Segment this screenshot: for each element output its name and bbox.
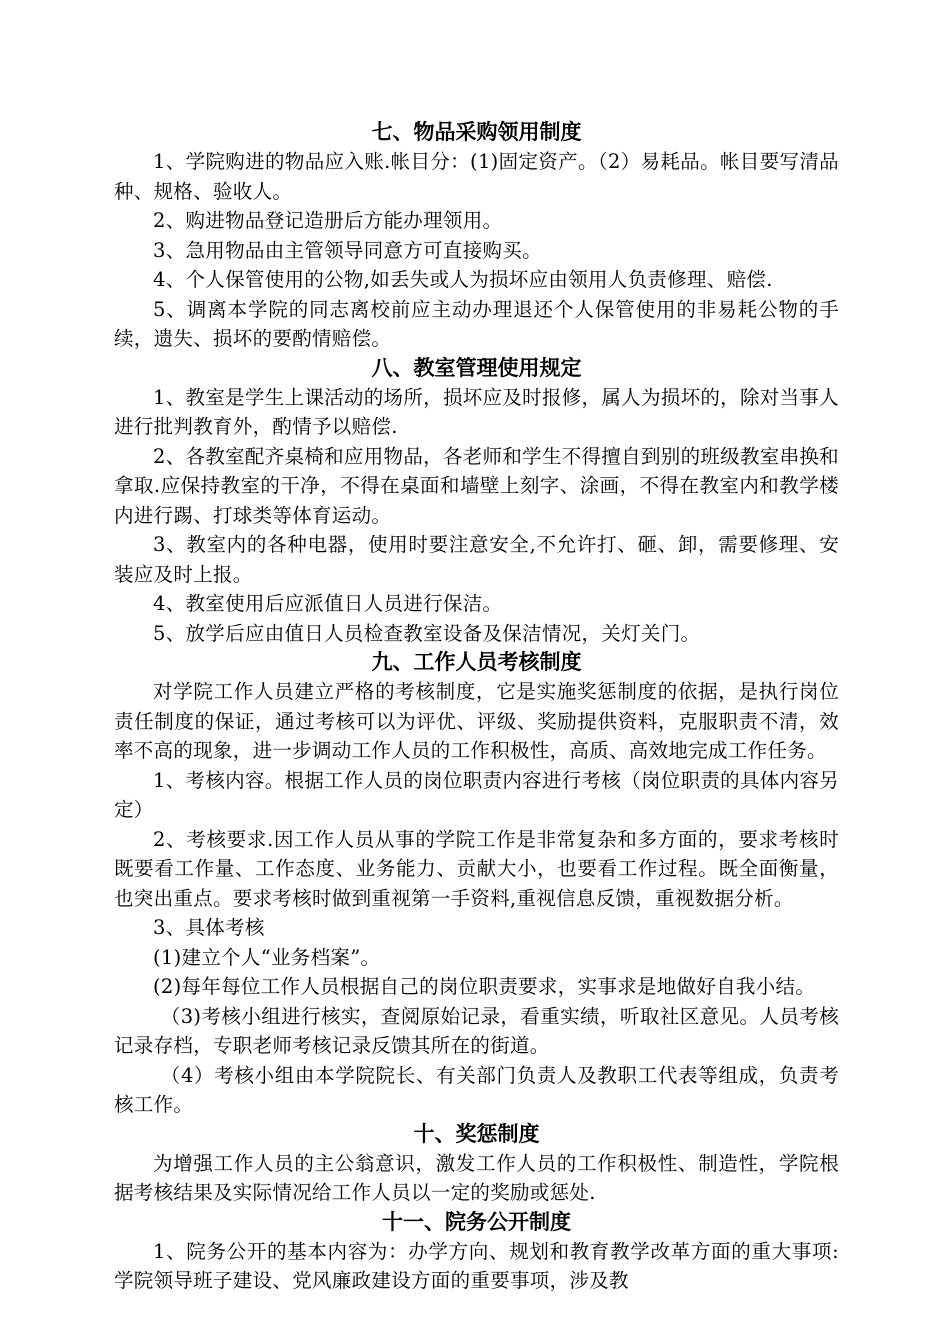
section-heading: 十一、院务公开制度 xyxy=(382,1209,571,1234)
paragraph: 4、教室使用后应派值日人员进行保洁。 xyxy=(153,592,503,615)
paragraph: 3、教室内的各种电器，使用时要注意安全,不允许打、砸、卸，需要修理、安装应及时上报。 xyxy=(114,533,839,586)
section-affairs-disclosure xyxy=(114,1208,839,1296)
paragraph: 5、调离本学院的同志离校前应主动办理退还个人保管使用的非易耗公物的手续，遗失、损坏的要酌情赔偿。 xyxy=(114,297,839,350)
paragraph: 为增强工作人员的主公翁意识，激发工作人员的工作积极性、制造性，学院根据考核结果及实际情况给工作人员以一定的奖励或惩处. xyxy=(114,1151,839,1204)
paragraph: 2、购进物品登记造册后方能办理领用。 xyxy=(153,209,503,232)
section-classroom-management xyxy=(114,354,839,649)
section-heading: 十、奖惩制度 xyxy=(413,1121,540,1146)
section-heading: 九、工作人员考核制度 xyxy=(371,650,582,674)
paragraph: (2)每年每位工作人员根据自己的岗位职责要求，实事求是地做好自我小结。 xyxy=(153,975,816,998)
paragraph: （3)考核小组进行核实，查阅原始记录，看重实绩，听取社区意见。人员考核记录存档，专职老师考核记录反馈其所在的街道。 xyxy=(114,1004,839,1057)
paragraph: 2、各教室配齐桌椅和应用物品，各老师和学生不得擅自到别的班级教室串换和拿取.应保持教室的干净，不得在桌面和墙壁上刻字、涂画，不得在教室内和教学楼内进行踢、打球类等体育运动。 xyxy=(114,444,839,527)
paragraph: 1、教室是学生上课活动的场所，损坏应及时报修，属人为损坏的，除对当事人进行批判教育外，酌情予以赔偿. xyxy=(114,385,839,438)
section-heading: 八、教室管理使用规定 xyxy=(371,355,582,380)
document-page xyxy=(114,118,839,1296)
section-heading: 七、物品采购领用制度 xyxy=(371,120,582,144)
paragraph: 3、具体考核 xyxy=(153,916,265,939)
paragraph: 1、学院购进的物品应入账.帐目分：(1)固定资产。（2）易耗品。帐目要写清品种、规格、验收人。 xyxy=(114,150,839,203)
section-goods-procurement xyxy=(114,118,839,354)
paragraph: 2、考核要求.因工作人员从事的学院工作是非常复杂和多方面的，要求考核时既要看工作量、工作态度、业务能力、贡献大小，也要看工作过程。既全面衡量，也突出重点。要求考核时做到重视第一手资料,重视信息反馈，重视数据分析。 xyxy=(114,827,839,910)
paragraph: 3、急用物品由主管领导同意方可直接购买。 xyxy=(153,238,542,262)
paragraph: 1、考核内容。根据工作人员的岗位职责内容进行考核（岗位职责的具体内容另定） xyxy=(114,768,839,821)
section-staff-assessment xyxy=(114,648,839,1120)
paragraph: （4）考核小组由本学院院长、有关部门负责人及教职工代表等组成，负责考核工作。 xyxy=(114,1063,839,1116)
section-rewards-penalties xyxy=(114,1120,839,1208)
paragraph: 对学院工作人员建立严格的考核制度，它是实施奖惩制度的依据，是执行岗位责任制度的保证，通过考核可以为评优、评级、奖励提供资料，克服职责不清，效率不高的现象，进一步调动工作人员的工作积极性，高质、高效地完成工作任务。 xyxy=(114,680,839,762)
paragraph: 5、放学后应由值日人员检查教室设备及保洁情况，关灯关门。 xyxy=(153,621,701,645)
paragraph: 4、个人保管使用的公物,如丢失或人为损坏应由领用人负责修理、赔偿. xyxy=(153,268,773,291)
paragraph: (1)建立个人“业务档案”。 xyxy=(153,945,381,969)
paragraph: 1、院务公开的基本内容为：办学方向、规划和教育教学改革方面的重大事项:学院领导班子建设、党风廉政建设方面的重要事项，涉及教 xyxy=(114,1239,839,1292)
